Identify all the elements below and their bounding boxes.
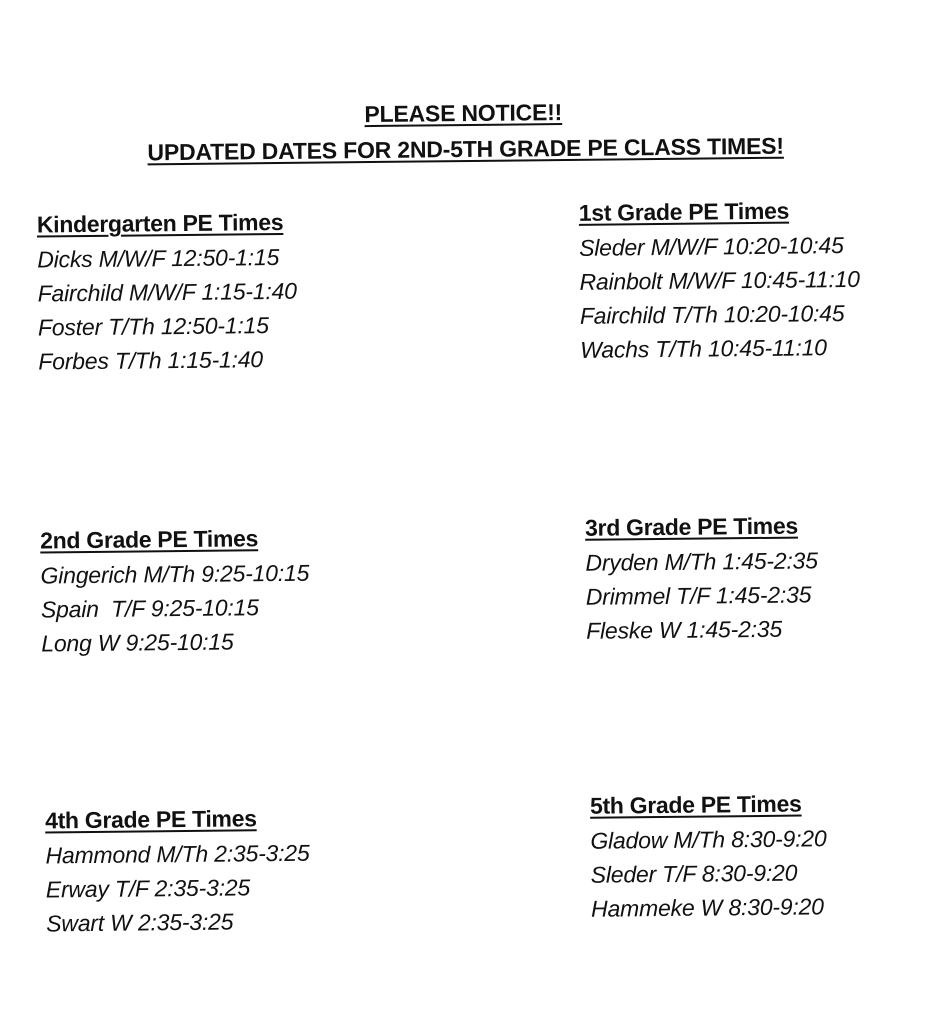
schedule-heading: 3rd Grade PE Times [584,512,798,541]
schedule-entry: Drimmel T/F 1:45-2:35 [585,581,812,610]
schedule-entry: Fairchild M/W/F 1:15-1:40 [37,277,297,307]
notice-title: PLEASE NOTICE!! [364,99,563,128]
third-grade-schedule [585,512,819,647]
schedule-heading: Kindergarten PE Times [36,208,284,238]
schedule-list [590,821,827,925]
kindergarten-schedule [37,209,298,379]
schedule-heading: 1st Grade PE Times [578,197,790,226]
schedule-entry: Gingerich M/Th 9:25-10:15 [40,559,310,589]
schedule-entry: Hammond M/Th 2:35-3:25 [45,839,310,869]
schedule-entry: Gladow M/Th 8:30-9:20 [590,825,827,854]
schedule-entry: Sleder M/W/F 10:20-10:45 [579,232,844,261]
schedule-entry: Fairchild T/Th 10:20-10:45 [579,300,845,329]
fourth-grade-schedule [45,805,310,941]
schedule-list [40,556,310,661]
schedule-entry: Dicks M/W/F 12:50-1:15 [37,243,280,273]
schedule-list [585,543,818,647]
schedule-entry: Spain T/F 9:25-10:15 [40,594,259,623]
second-grade-schedule [40,525,310,661]
schedule-heading: 4th Grade PE Times [44,805,257,834]
schedule-entry: Erway T/F 2:35-3:25 [45,874,251,903]
schedule-entry: Rainbolt M/W/F 10:45-11:10 [579,265,860,295]
schedule-entry: Wachs T/Th 10:45-11:10 [580,334,827,363]
schedule-entry: Foster T/Th 12:50-1:15 [37,312,269,341]
notice-subtitle: UPDATED DATES FOR 2ND-5TH GRADE PE CLASS TIMES! [147,132,784,166]
schedule-entry: Dryden M/Th 1:45-2:35 [585,547,818,576]
schedule-entry: Fleske W 1:45-2:35 [586,615,783,644]
schedule-entry: Forbes T/Th 1:15-1:40 [38,346,264,375]
fifth-grade-schedule [590,790,828,925]
schedule-heading: 2nd Grade PE Times [40,525,259,554]
schedule-list [37,240,298,379]
schedule-list [579,228,861,367]
schedule-entry: Long W 9:25-10:15 [41,628,234,657]
first-grade-schedule [579,197,861,367]
schedule-entry: Swart W 2:35-3:25 [46,908,234,937]
schedule-list [45,836,310,941]
schedule-entry: Hammeke W 8:30-9:20 [590,893,824,922]
schedule-heading: 5th Grade PE Times [589,790,802,819]
schedule-entry: Sleder T/F 8:30-9:20 [590,859,798,888]
